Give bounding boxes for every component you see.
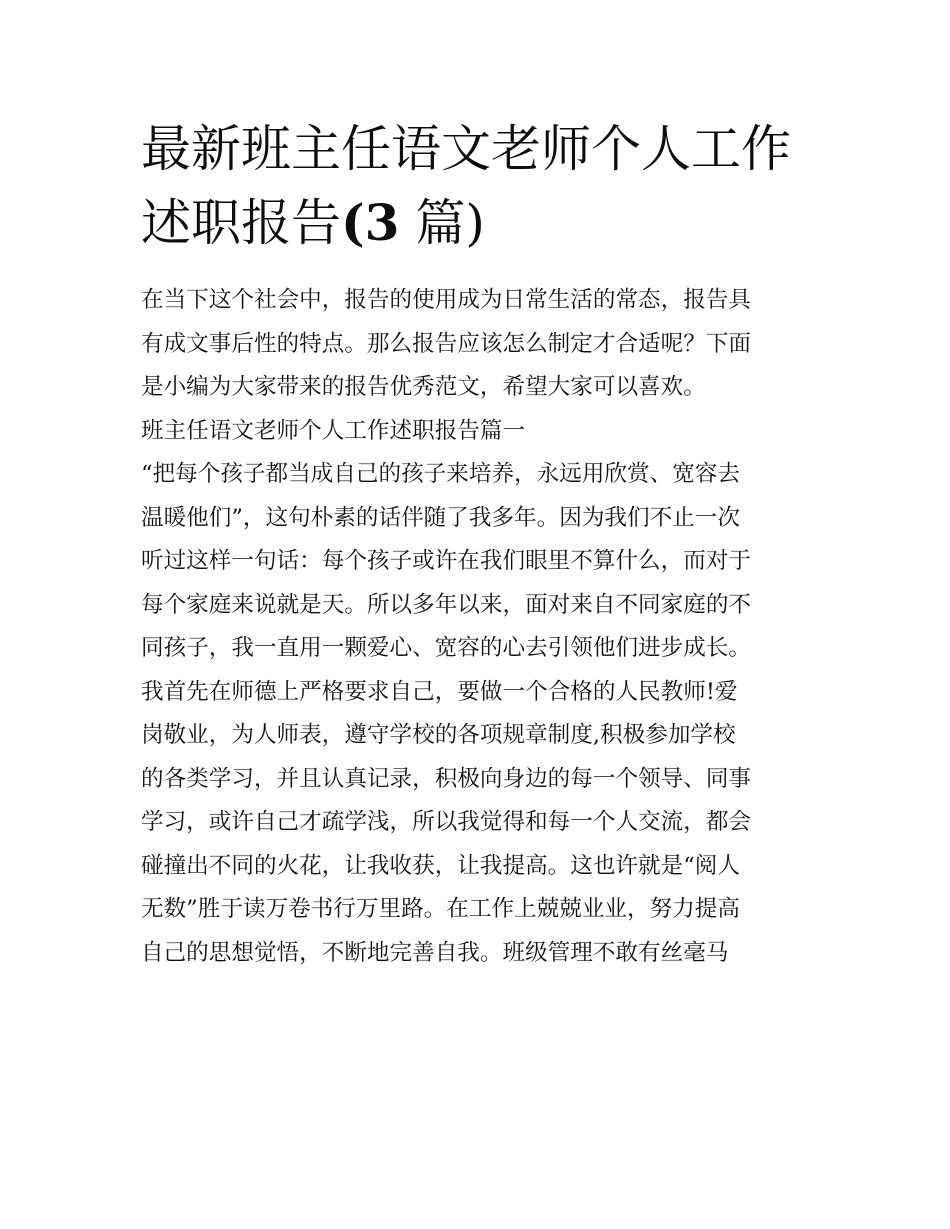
- body-line: 学习，或许自己才疏学浅，所以我觉得和每一个人交流，都会: [141, 809, 752, 835]
- body-line: 岗敬业，为人师表，遵守学校的各项规章制度,积极参加学校: [141, 722, 736, 748]
- title-count: 3: [364, 193, 400, 252]
- title-line-2: 述职报告: [141, 194, 341, 252]
- body-line: 无数”胜于读万卷书行万里路。在工作上兢兢业业，努力提高: [141, 896, 740, 922]
- body-line: 有成文事后性的特点。那么报告应该怎么制定才合适呢？下面: [141, 330, 752, 357]
- body-line: 每个家庭来说就是天。所以多年以来，面对来自不同家庭的不: [141, 591, 752, 618]
- document-body: [141, 279, 821, 975]
- body-line: 碰撞出不同的火花，让我收获，让我提高。这也许就是“阅人: [141, 852, 740, 879]
- body-line: 我首先在师德上严格要求自己，要做一个合格的人民教师!爱: [141, 678, 738, 705]
- document-title: [141, 112, 821, 260]
- body-line: “把每个孩子都当成自己的孩子来培养，永远用欣赏、宽容去: [141, 461, 740, 487]
- body-line: 听过这样一句话：每个孩子或许在我们眼里不算什么，而对于: [141, 548, 752, 574]
- body-line: 自己的思想觉悟，不断地完善自我。班级管理不敢有丝毫马: [141, 939, 729, 966]
- body-line: 在当下这个社会中，报告的使用成为日常生活的常态，报告具: [141, 287, 752, 313]
- title-line-1: 最新班主任语文老师个人工作: [141, 120, 791, 178]
- title-tail: 篇): [399, 194, 485, 252]
- body-line: 是小编为大家带来的报告优秀范文，希望大家可以喜欢。: [141, 374, 706, 400]
- title-paren-open: (: [341, 193, 365, 252]
- body-line: 同孩子，我一直用一颗爱心、宽容的心去引领他们进步成长。: [141, 635, 752, 661]
- body-line: 温暖他们”，这句朴素的话伴随了我多年。因为我们不止一次: [141, 504, 740, 531]
- section-heading: 班主任语文老师个人工作述职报告篇一: [141, 417, 526, 444]
- body-line: 的各类学习，并且认真记录，积极向身边的每一个领导、同事: [141, 765, 752, 792]
